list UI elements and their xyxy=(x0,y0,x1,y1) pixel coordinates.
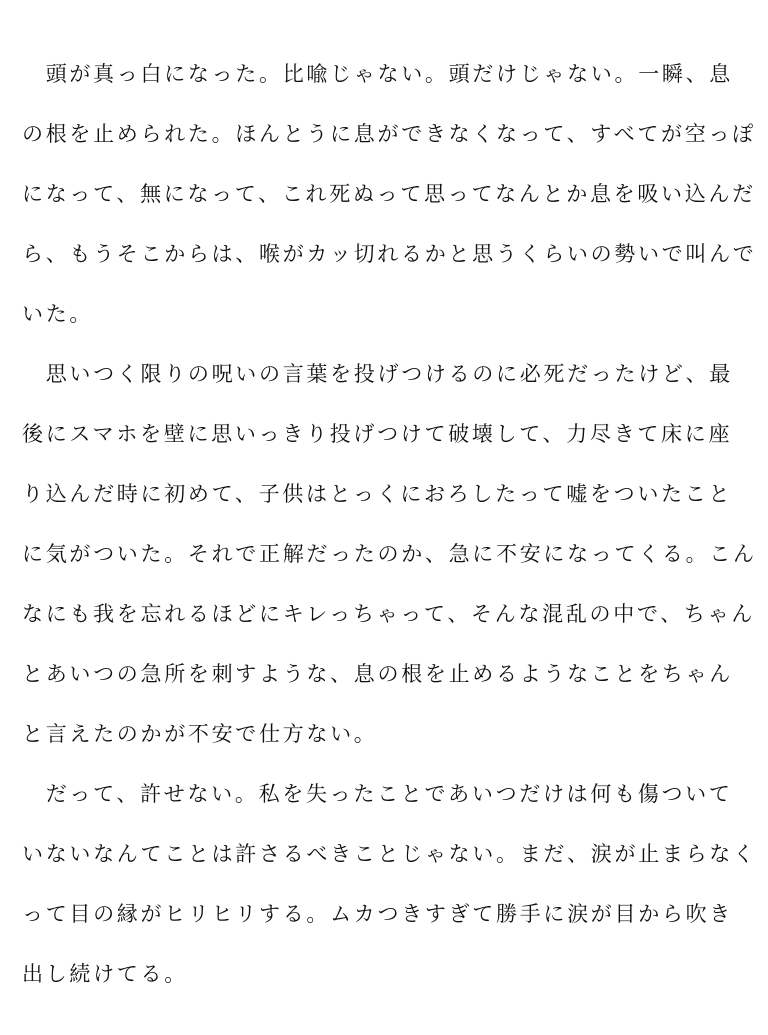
text-line: なにも我を忘れるほどにキレっちゃって、そんな混乱の中で、ちゃん xyxy=(22,602,756,626)
text-line: とあいつの急所を刺すような、息の根を止めるようなことをちゃん xyxy=(22,662,733,686)
text-line: 頭が真っ白になった。比喩じゃない。頭だけじゃない。一瞬、息 xyxy=(22,62,733,86)
text-line: いないなんてことは許さるべきことじゃない。まだ、涙が止まらなく xyxy=(22,842,757,866)
text-line: ら、もうそこからは、喉がカッ切れるかと思うくらいの勢いで叫んで xyxy=(22,242,757,266)
text-line: いた。 xyxy=(22,302,94,326)
text-line: だって、許せない。私を失ったことであいつだけは何も傷ついて xyxy=(22,782,733,806)
text-line: と言えたのかが不安で仕方ない。 xyxy=(22,722,378,746)
text-line: になって、無になって、これ死ぬって思ってなんとか息を吸い込んだ xyxy=(22,182,756,206)
document-body xyxy=(22,44,757,1004)
text-line: に気がついた。それで正解だったのか、急に不安になってくる。こん xyxy=(22,542,757,566)
text-line: り込んだ時に初めて、子供はとっくにおろしたって嘘をついたこと xyxy=(22,482,733,506)
text-line: 後にスマホを壁に思いっきり投げつけて破壊して、力尽きて床に座 xyxy=(22,422,733,446)
text-line: の根を止められた。ほんとうに息ができなくなって、すべてが空っぽ xyxy=(22,122,756,146)
text-line: 思いつく限りの呪いの言葉を投げつけるのに必死だったけど、最 xyxy=(22,362,733,386)
text-line: 出し続けてる。 xyxy=(22,962,188,986)
text-line: って目の縁がヒリヒリする。ムカつきすぎて勝手に涙が目から吹き xyxy=(22,902,733,926)
